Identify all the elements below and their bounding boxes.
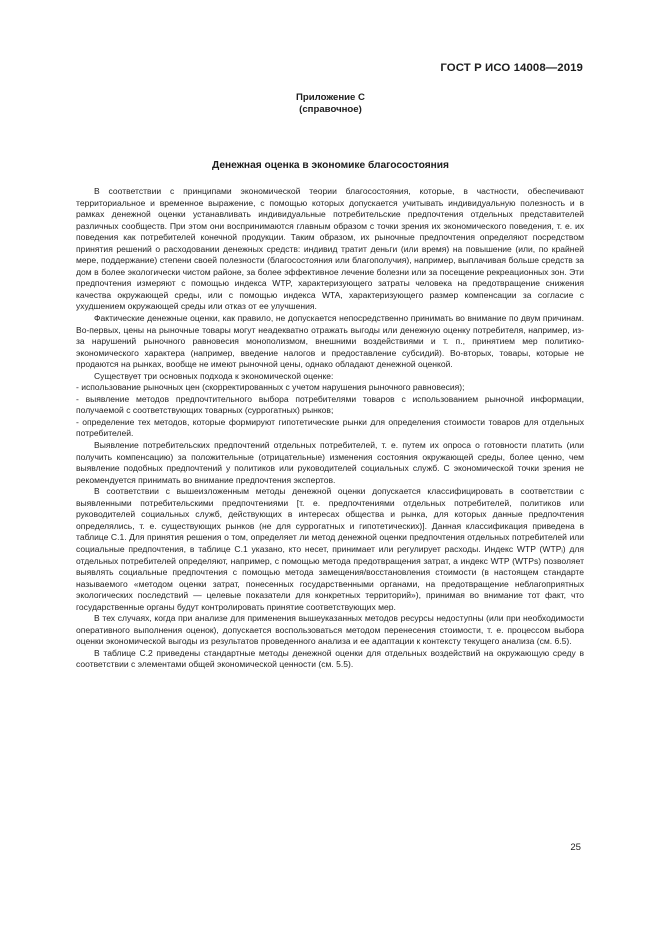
paragraph-welfare-theory: В соответствии с принципами экономической теории благосостояния, которые, в частности, обеспечивают территориальное и временное выражение, с помощью которых допускается учитывать индивидуальную полезность и в рамках денежной оценки устанавливать индивидуальные потребительские предпочтения отдельных представителей различных сообществ. При этом они воспринимаются главным образом с точки зрения их экономического поведения, т. е. их поведения как потребителей конечной продукции. Таким образом, их рыночные предпочтения определяют посредством принятия решений о расходовании денежных средств: индивид тратит деньги (или время) на повышение (или, по крайней мере, поддержание) степени своей полезности (благосостояния или благополучия), например, выплачивая больше средств за дом в более экологически чистом районе, за более эффективное лечение болезни или за посещение рекреационных зон. Эти предпочтения измеряют с помощью индекса WTP, характеризующего затраты человека на предотвращение снижения качества окружающей среды, или с помощью индекса WTA, характеризующего размер компенсации за согласие с ухудшением окружающей среды или отказ от ее улучшения. (76, 186, 584, 312)
list-item-market-prices: - использование рыночных цен (скорректированных с учетом нарушения рыночного равновесия); (76, 382, 465, 393)
section-title: Денежная оценка в экономике благосостояния (211, 160, 450, 171)
appendix-subtitle: (справочное) (299, 104, 362, 115)
list-item-revealed-preference: - выявление методов предпочтительного выбора потребителями товаров с использованием рыночной информации, получаемой с соответствующих товарных (суррогатных) рынков; (76, 393, 584, 416)
document-code: ГОСТ Р ИСО 14008—2019 (440, 62, 583, 74)
paragraph-table-c2: В таблице С.2 приведены стандартные методы денежной оценки для отдельных воздействий на окружающую среду в соответствии с элементами общей экономической ценности (см. 5.5). (76, 647, 584, 670)
paragraph-individual-preferences: Выявление потребительских предпочтений отдельных потребителей, т. е. путем их опроса о готовности платить (или получить компенсацию) за положительные (отрицательные) изменения состояния окружающей среды, более ценно, чем выявление подобных предпочтений у политиков или руководителей социальных служб. С экономической точки зрения не рекомендуется принимать во внимание предпочтения экспертов. (76, 440, 584, 485)
paragraph-benefit-transfer: В тех случаях, когда при анализе для применения вышеуказанных методов ресурсы недоступны (или при необходимости оперативного выполнения оценок), допускается воспользоваться методом перенесения стоимости, т. е. процессом выбора оценки экономической выгоды из результатов проведенного анализа и ее адаптации к контексту текущего анализа (см. 6.5). (76, 613, 584, 647)
page-number: 25 (570, 842, 581, 853)
body-text (76, 186, 584, 671)
paragraph-approaches-intro: Существует три основных подхода к экономической оценке: (94, 370, 334, 381)
paragraph-classification: В соответствии с вышеизложенным методы денежной оценки допускается классифицировать в соответствии с выявленными потребительскими предпочтениями [т. е. предпочтениями отдельных потребителей, политиков или руководителей социальных служб, действующих в интересах общества и рынка, для которых данные предпочтения определялись, т. е. существующих рынков (не для суррогатных и гипотетических)]. Данная классификация приведена в таблице С.1. Для принятия решения о том, определяет ли метод денежной оценки предпочтения отдельных потребителей или социальные предпочтения, в таблице С.1 указано, кто несет, принимает или регулирует расходы. Индекс WTP (WTPᵢ) для отдельных потребителей определяют, например, с помощью метода предотвращения затрат, а индекс WTP (WTPs) позволяет выявлять социальные предпочтения с помощью метода замещения/восстановления стоимости (в настоящем стандарте называемого «методом оценки затрат, понесенных государственными органами, на предотвращение неблагоприятных экологических последствий — целевые показатели для конкретных территорий»), принимая во внимание тот факт, что государственные органы будут контролировать принятие соответствующих мер. (76, 486, 584, 612)
paragraph-actual-valuations: Фактические денежные оценки, как правило, не допускается непосредственно принимать во внимание по двум причинам. Во-первых, цены на рыночные товары могут неадекватно отражать выгоды или денежную оценку потребителя, например, из-за нарушений рыночного равновесия монополизмом, внешними воздействиями и т. п., принятием мер политико-экономического характера (например, введение налогов и предоставление субсидий). Во-вторых, товары, которые не продаются на рынках, вообще не имеют рыночной цены, однако обладают денежной оценкой. (76, 313, 584, 370)
appendix-title: Приложение С (296, 92, 365, 103)
list-item-hypothetical-markets: - определение тех методов, которые формируют гипотетические рынки для определения стоимости товаров для отдельных потребителей. (76, 416, 584, 439)
